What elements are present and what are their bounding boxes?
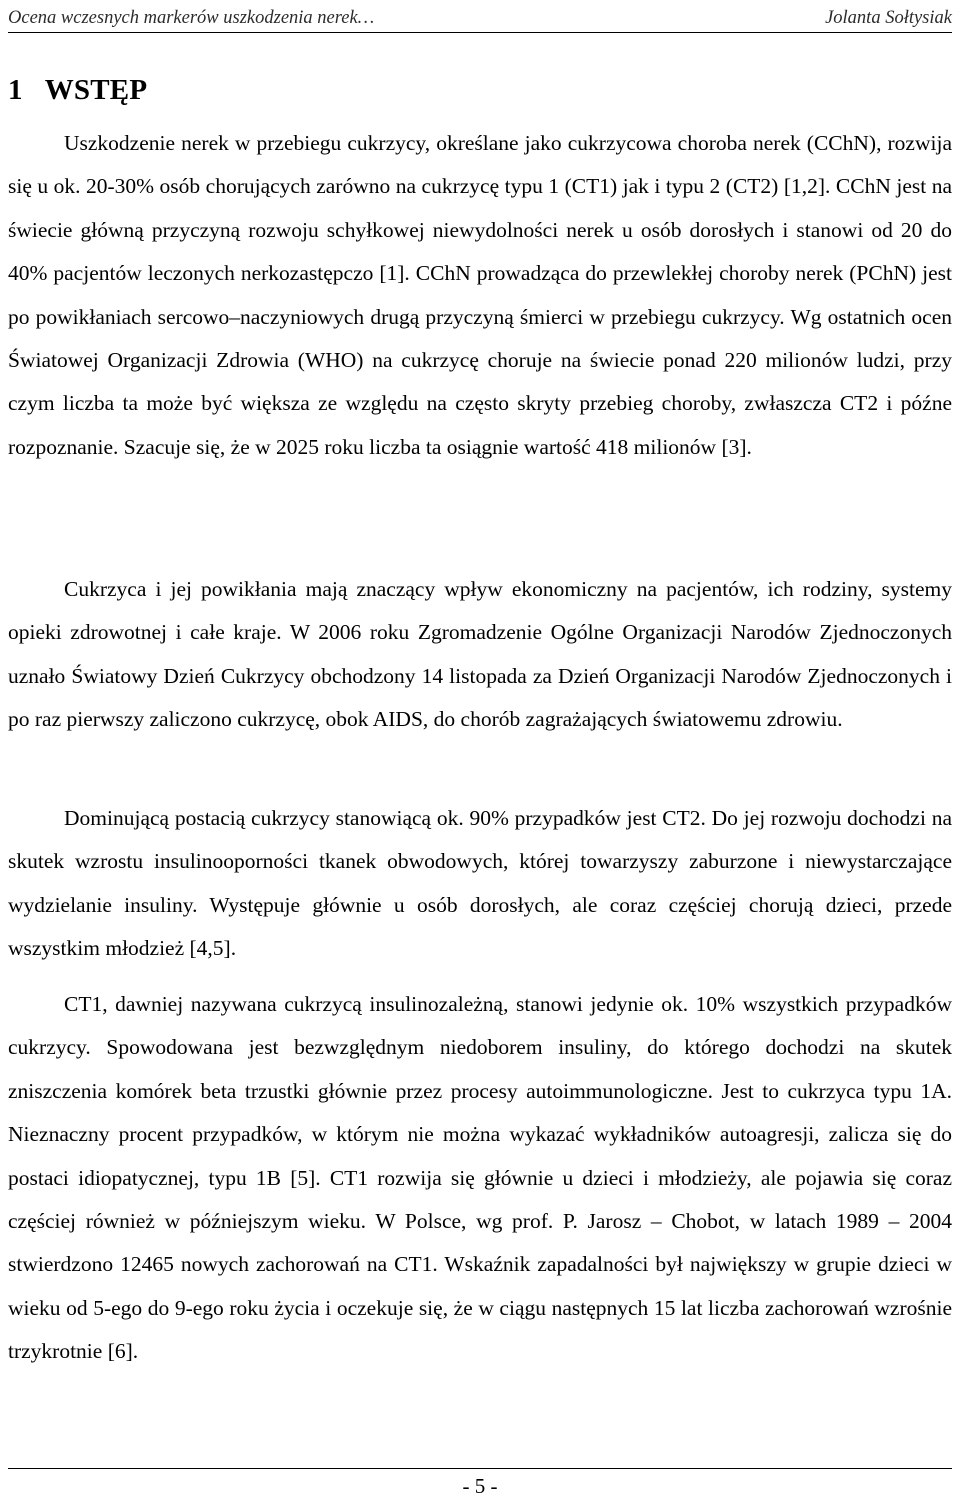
paragraph-4-block	[8, 983, 952, 1374]
header-title: Ocena wczesnych markerów uszkodzenia nerek…	[8, 8, 375, 28]
paragraph: Cukrzyca i jej powikłania mają znaczący wpływ ekonomiczny na pacjentów, ich rodziny, systemy opieki zdrowotnej i całe kraje. W 2006 roku Zgromadzenie Ogólne Organizacji Narodów Zjednoczonych uznało Światowy Dzień Cukrzycy obchodzony 14 listopada za Dzień Organizacji Narodów Zjednoczonych i po raz pierwszy zaliczono cukrzycę, obok AIDS, do chorób zagrażających światowemu zdrowiu.	[8, 577, 952, 732]
section-heading	[8, 74, 147, 107]
running-header	[8, 2, 952, 33]
paragraph: Uszkodzenie nerek w przebiegu cukrzycy, określane jako cukrzycowa choroba nerek (CChN), rozwija się u ok. 20-30% osób chorujących zarówno na cukrzycę typu 1 (CT1) jak i typu 2 (CT2) [1,2]. CChN jest na świecie główną przyczyną rozwoju schyłkowej niewydolności nerek u osób dorosłych i stanowi od 20 do 40% pacjentów leczonych nerkozastępczo [1]. CChN prowadząca do przewlekłej choroby nerek (PChN) jest po powikłaniach sercowo–naczyniowych drugą przyczyną śmierci w przebiegu cukrzycy. Wg ostatnich ocen Światowej Organizacji Zdrowia (WHO) na cukrzycę choruje na świecie ponad 220 milionów ludzi, przy czym liczba ta może być większa ze względu na często skryty przebieg choroby, zwłaszcza CT2 i późne rozpoznanie. Szacuje się, że w 2025 roku liczba ta osiągnie wartość 418 milionów [3].	[8, 131, 952, 459]
footer-rule	[8, 1468, 952, 1469]
paragraph: CT1, dawniej nazywana cukrzycą insulinozależną, stanowi jedynie ok. 10% wszystkich przypadków cukrzycy. Spowodowana jest bezwzględnym niedoborem insuliny, do którego dochodzi na skutek zniszczenia komórek beta trzustki głównie przez procesy autoimmunologiczne. Jest to cukrzyca typu 1A. Nieznaczny procent przypadków, w którym nie można wykazać wykładników autoagresji, zalicza się do postaci idiopatycznej, typu 1B [5]. CT1 rozwija się głównie u dzieci i młodzieży, ale pojawia się coraz częściej również w późniejszym wieku. W Polsce, wg prof. P. Jarosz – Chobot, w latach 1989 – 2004 stwierdzono 12465 nowych zachorowań na CT1. Wskaźnik zapadalności był największy w grupie dzieci w wieku od 5-ego do 9-ego roku życia i oczekuje się, że w ciągu następnych 15 lat liczba zachorowań wzrośnie trzykrotnie [6].	[8, 992, 952, 1364]
section-title: WSTĘP	[44, 74, 148, 106]
paragraph: Dominującą postacią cukrzycy stanowiącą ok. 90% przypadków jest CT2. Do jej rozwoju dochodzi na skutek wzrostu insulinooporności tkanek obwodowych, której towarzyszy zaburzone i niewystarczające wydzielanie insuliny. Występuje głównie u osób dorosłych, ale coraz częściej chorują dzieci, przede wszystkim młodzież [4,5].	[8, 806, 952, 961]
header-author: Jolanta Sołtysiak	[825, 8, 952, 28]
paragraph-3-block	[8, 797, 952, 971]
paragraph-1-block	[8, 122, 952, 469]
page-number: - 5 -	[462, 1474, 498, 1498]
paragraph-2-block	[8, 568, 952, 742]
section-number: 1	[8, 74, 23, 106]
